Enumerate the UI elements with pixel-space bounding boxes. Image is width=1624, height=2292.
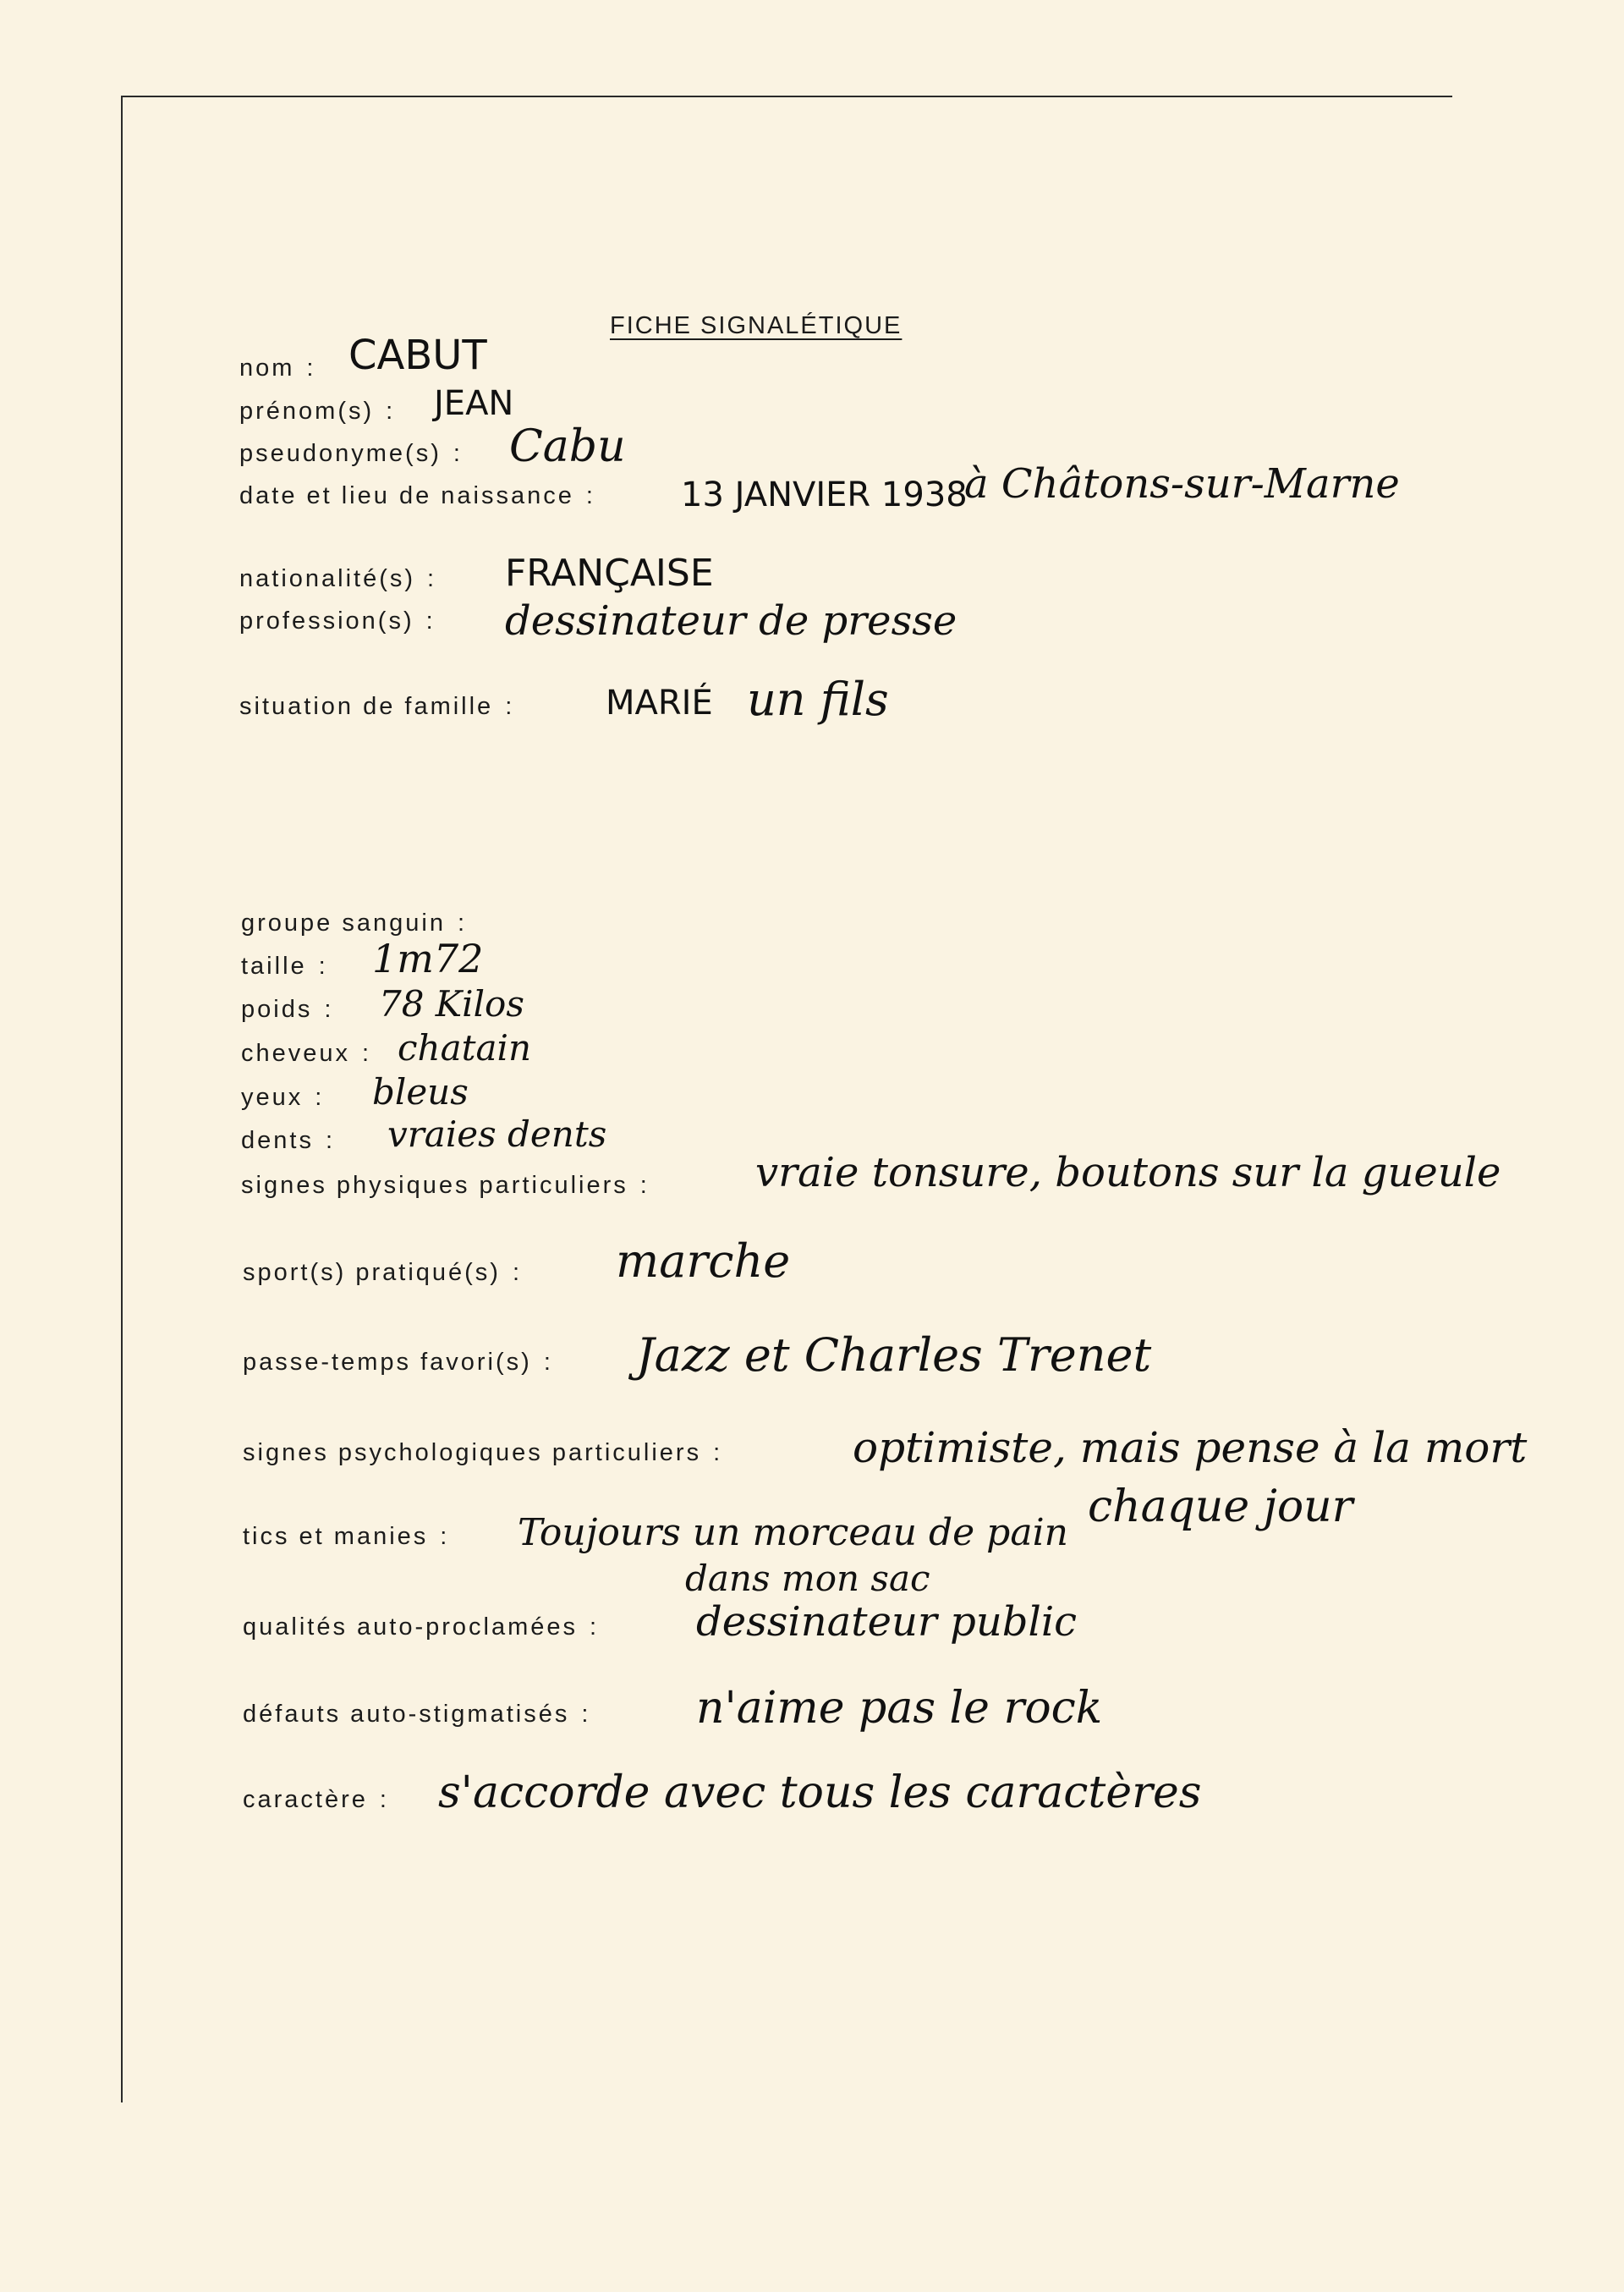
label-taille: taille : — [241, 953, 328, 980]
label-groupe-sanguin: groupe sanguin : — [241, 910, 468, 937]
value-qualites: dessinateur public — [696, 1598, 1078, 1646]
label-cheveux: cheveux : — [241, 1040, 372, 1067]
label-naissance: date et lieu de naissance : — [239, 482, 595, 509]
label-nom: nom : — [239, 355, 316, 382]
value-poids: 78 Kilos — [379, 983, 524, 1025]
value-tics: Toujours un morceau de pain — [518, 1511, 1068, 1554]
label-signes-physiques: signes physiques particuliers : — [241, 1172, 650, 1199]
top-border-line — [121, 96, 1452, 97]
value-tics-line2: dans mon sac — [685, 1558, 930, 1599]
label-caractere: caractère : — [243, 1786, 389, 1813]
value-taille: 1m72 — [372, 936, 484, 981]
value-dents: vraies dents — [387, 1113, 607, 1155]
value-signes-psychologiques-line2: chaque jour — [1088, 1481, 1353, 1532]
value-passe-temps: Jazz et Charles Trenet — [636, 1328, 1152, 1382]
label-profession: profession(s) : — [239, 607, 436, 635]
value-cheveux: chatain — [398, 1027, 532, 1069]
value-famille: MARIÉ — [606, 684, 713, 723]
label-sport: sport(s) pratiqué(s) : — [243, 1259, 523, 1286]
label-famille: situation de famille : — [239, 693, 515, 720]
label-qualites: qualités auto-proclamées : — [243, 1613, 600, 1641]
value-yeux: bleus — [372, 1071, 469, 1113]
label-pseudonyme: pseudonyme(s) : — [239, 440, 463, 467]
value-signes-psychologiques: optimiste, mais pense à la mort — [853, 1423, 1528, 1472]
value-defauts: n'aime pas le rock — [696, 1683, 1103, 1734]
sheet-title: FICHE SIGNALÉTIQUE — [610, 312, 903, 339]
value-profession: dessinateur de presse — [505, 597, 957, 645]
value-signes-physiques: vraie tonsure, boutons sur la gueule — [755, 1149, 1501, 1196]
value-naissance-lieu: à Châtons-sur-Marne — [964, 460, 1400, 508]
label-prenom: prénom(s) : — [239, 398, 396, 425]
label-nationalite: nationalité(s) : — [239, 565, 437, 592]
label-signes-psychologiques: signes psychologiques particuliers : — [243, 1439, 723, 1466]
label-poids: poids : — [241, 996, 334, 1023]
value-pseudonyme: Cabu — [509, 421, 626, 472]
value-nom: CABUT — [348, 332, 487, 379]
value-sport: marche — [616, 1234, 791, 1288]
label-dents: dents : — [241, 1127, 336, 1154]
value-prenom: JEAN — [434, 384, 514, 423]
value-famille-extra: un fils — [747, 673, 889, 726]
value-naissance-date: 13 JANVIER 1938 — [681, 475, 968, 514]
left-border-line — [121, 96, 123, 2102]
value-nationalite: FRANÇAISE — [505, 552, 714, 595]
value-caractere: s'accorde avec tous les caractères — [438, 1767, 1202, 1818]
label-defauts: défauts auto-stigmatisés : — [243, 1701, 591, 1728]
label-passe-temps: passe-temps favori(s) : — [243, 1349, 553, 1376]
label-tics: tics et manies : — [243, 1523, 450, 1550]
label-yeux: yeux : — [241, 1084, 325, 1111]
